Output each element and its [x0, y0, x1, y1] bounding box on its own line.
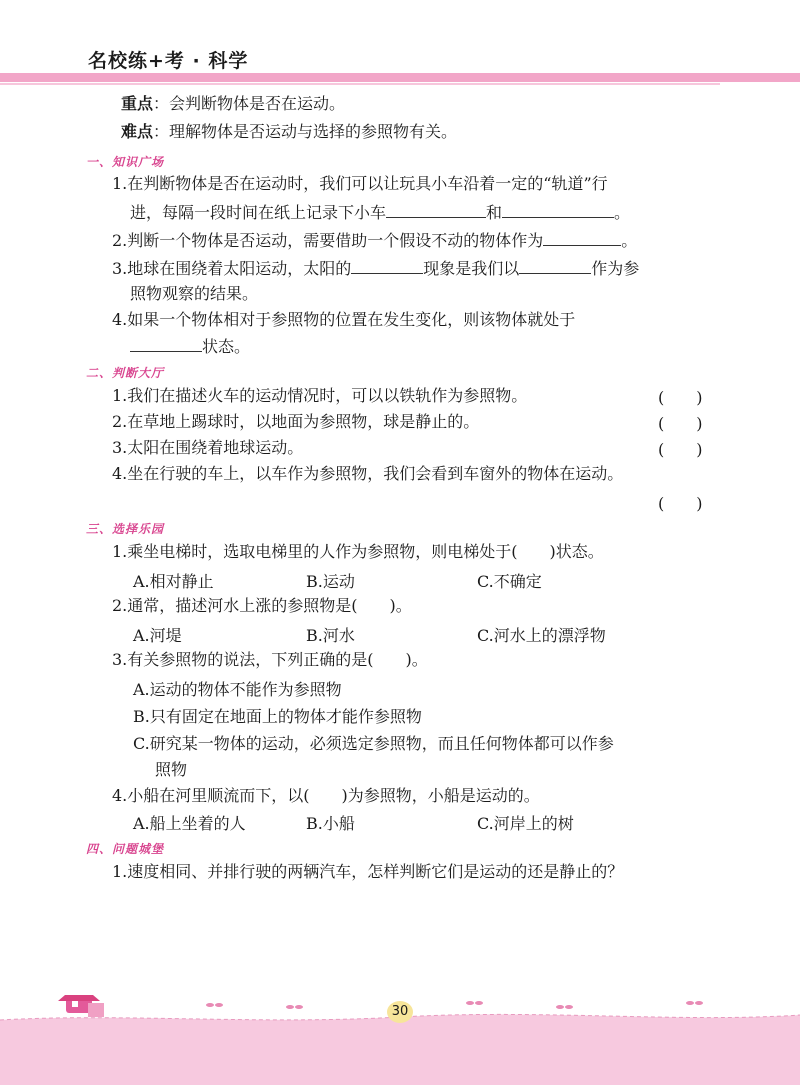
house-icon — [58, 995, 104, 1017]
section-judge: 二、判断大厅 — [86, 366, 165, 380]
answer-blank[interactable] — [502, 201, 614, 218]
section-question: 四、问题城堡 — [86, 842, 165, 856]
focus-line — [121, 93, 345, 115]
knowledge-q3-text-a: 3.地球在围绕着太阳运动，太阳的 — [112, 259, 352, 278]
knowledge-q1-text-a: 进，每隔一段时间在纸上记录下小车 — [130, 203, 387, 222]
knowledge-q3-text-b: 现象是我们以 — [423, 259, 520, 278]
choice-option[interactable]: B.运动 — [306, 572, 355, 591]
section-knowledge: 一、知识广场 — [86, 155, 165, 169]
focus-label: 重点 — [121, 94, 154, 113]
knowledge-q1-line2 — [130, 201, 630, 224]
knowledge-q2 — [112, 229, 637, 252]
knowledge-q1-text-b: 和 — [486, 203, 503, 222]
choice-option[interactable]: A.船上坐着的人 — [133, 814, 246, 833]
header-band — [0, 73, 800, 82]
choice-q1: 1.乘坐电梯时，选取电梯里的人作为参照物，则电梯处于( )状态。 — [112, 542, 604, 561]
answer-blank[interactable] — [351, 257, 423, 274]
answer-paren[interactable]: ( ) — [658, 440, 703, 459]
choice-q2: 2.通常，描述河水上涨的参照物是( )。 — [112, 596, 412, 615]
judge-item: 4.坐在行驶的车上，以车作为参照物，我们会看到车窗外的物体在运动。 — [112, 464, 624, 483]
answer-blank[interactable] — [519, 257, 591, 274]
section-choice: 三、选择乐园 — [86, 522, 165, 536]
choice-option[interactable]: C.不确定 — [477, 572, 542, 591]
page-number: 30 — [387, 1001, 413, 1023]
answer-paren[interactable]: ( ) — [658, 494, 703, 513]
knowledge-q4-line1: 4.如果一个物体相对于参照物的位置在发生变化，则该物体就处于 — [112, 310, 576, 329]
knowledge-q3-line1 — [112, 257, 639, 280]
answer-paren[interactable]: ( ) — [658, 414, 703, 433]
choice-option[interactable]: B.只有固定在地面上的物体才能作参照物 — [133, 707, 422, 726]
knowledge-q3-line2: 照物观察的结果。 — [130, 284, 259, 303]
answer-paren[interactable]: ( ) — [658, 388, 703, 407]
choice-option[interactable]: C.河水上的漂浮物 — [477, 626, 606, 645]
knowledge-q1-text-c: 。 — [614, 203, 631, 222]
question-q1: 1.速度相同、并排行驶的两辆汽车，怎样判断它们是运动的还是静止的？ — [112, 862, 624, 881]
sprout-icon — [206, 1001, 703, 1009]
choice-option[interactable]: A.运动的物体不能作为参照物 — [133, 680, 342, 699]
choice-q4: 4.小船在河里顺流而下，以( )为参照物，小船是运动的。 — [112, 786, 540, 805]
answer-blank[interactable] — [386, 201, 486, 218]
difficulty-text: ：理解物体是否运动与选择的参照物有关。 — [153, 122, 458, 141]
knowledge-q3-text-c: 作为参 — [591, 259, 640, 278]
knowledge-q4-line2 — [130, 335, 250, 358]
choice-option[interactable]: A.相对静止 — [133, 572, 214, 591]
answer-blank[interactable] — [543, 229, 621, 246]
choice-option-continued: 照物 — [155, 760, 188, 779]
header-band-thin — [0, 83, 720, 85]
difficulty-line — [121, 121, 457, 143]
knowledge-q4-text: 状态。 — [202, 337, 251, 356]
judge-item: 2.在草地上踢球时，以地面为参照物，球是静止的。 — [112, 412, 480, 431]
answer-blank[interactable] — [130, 335, 202, 352]
choice-option[interactable]: C.研究某一物体的运动，必须选定参照物，而且任何物体都可以作参 — [133, 734, 614, 753]
choice-option[interactable]: C.河岸上的树 — [477, 814, 574, 833]
choice-option[interactable]: A.河堤 — [133, 626, 182, 645]
choice-option[interactable]: B.小船 — [306, 814, 355, 833]
judge-item: 3.太阳在围绕着地球运动。 — [112, 438, 304, 457]
choice-option[interactable]: B.河水 — [306, 626, 355, 645]
judge-item: 1.我们在描述火车的运动情况时，可以以铁轨作为参照物。 — [112, 386, 528, 405]
difficulty-label: 难点 — [121, 122, 154, 141]
page-header-title: 名校练+考 · 科学 — [88, 50, 249, 72]
knowledge-q2-text-a: 2.判断一个物体是否运动，需要借助一个假设不动的物体作为 — [112, 231, 544, 250]
focus-text: ：会判断物体是否在运动。 — [153, 94, 346, 113]
knowledge-q1-line1: 1.在判断物体是否在运动时，我们可以让玩具小车沿着一定的“轨道”行 — [112, 174, 608, 193]
choice-q3: 3.有关参照物的说法，下列正确的是( )。 — [112, 650, 428, 669]
knowledge-q2-text-b: 。 — [621, 231, 638, 250]
